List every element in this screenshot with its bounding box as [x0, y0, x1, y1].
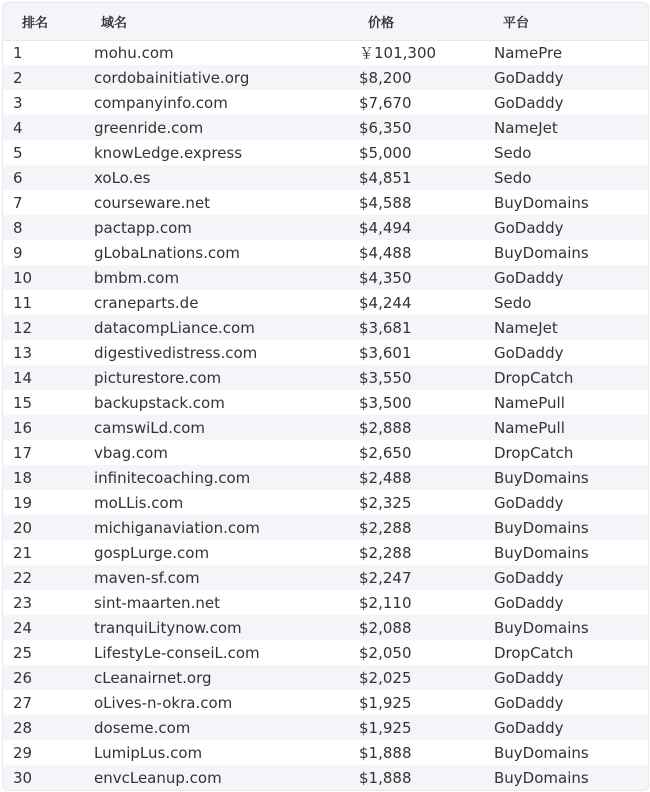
table-row: [3, 315, 648, 340]
cell-price: $4,488: [359, 243, 412, 262]
table-row: [3, 365, 648, 390]
cell-platform: GoDaddy: [494, 593, 564, 612]
cell-platform: NamePre: [494, 43, 563, 62]
cell-platform: BuyDomains: [494, 518, 589, 537]
cell-price: $2,888: [359, 418, 412, 437]
cell-domain: datacompLiance.com: [94, 318, 255, 337]
table-row: [3, 490, 648, 515]
cell-domain: greenride.com: [94, 118, 204, 137]
domain-table: [3, 3, 648, 790]
cell-rank: 5: [13, 143, 23, 162]
header-rank[interactable]: 排名: [3, 3, 91, 40]
cell-domain: oLives-n-okra.com: [94, 693, 233, 712]
table-row: [3, 165, 648, 190]
table-row: [3, 140, 648, 165]
header-domain[interactable]: 域名: [91, 3, 356, 40]
cell-price: $5,000: [359, 143, 412, 162]
cell-domain: sint-maarten.net: [94, 593, 220, 612]
cell-rank: 10: [13, 268, 33, 287]
table-row: [3, 465, 648, 490]
cell-domain: LumipLus.com: [94, 743, 203, 762]
cell-price: $3,681: [359, 318, 412, 337]
cell-price: $4,588: [359, 193, 412, 212]
cell-domain: bmbm.com: [94, 268, 180, 287]
cell-price: $2,325: [359, 493, 412, 512]
cell-rank: 27: [13, 693, 33, 712]
cell-rank: 4: [13, 118, 23, 137]
cell-domain: cordobainitiative.org: [94, 68, 250, 87]
cell-domain: gospLurge.com: [94, 543, 210, 562]
cell-price: $3,601: [359, 343, 412, 362]
cell-platform: BuyDomains: [494, 768, 589, 787]
cell-rank: 3: [13, 93, 23, 112]
cell-price: $2,025: [359, 668, 412, 687]
cell-rank: 11: [13, 293, 33, 312]
cell-rank: 17: [13, 443, 33, 462]
cell-domain: LifestyLe-conseiL.com: [94, 643, 260, 662]
cell-domain: backupstack.com: [94, 393, 225, 412]
cell-platform: GoDaddy: [494, 268, 564, 287]
cell-domain: knowLedge.express: [94, 143, 243, 162]
cell-domain: courseware.net: [94, 193, 211, 212]
cell-domain: mohu.com: [94, 43, 174, 62]
cell-price: $7,670: [359, 93, 412, 112]
cell-domain: pactapp.com: [94, 218, 192, 237]
cell-domain: picturestore.com: [94, 368, 222, 387]
cell-platform: GoDaddy: [494, 668, 564, 687]
cell-platform: DropCatch: [494, 643, 574, 662]
cell-platform: NamePull: [494, 393, 565, 412]
cell-platform: NameJet: [494, 318, 558, 337]
cell-domain: craneparts.de: [94, 293, 199, 312]
cell-domain: companyinfo.com: [94, 93, 228, 112]
table-row: [3, 265, 648, 290]
cell-domain: doseme.com: [94, 718, 191, 737]
table-row: [3, 590, 648, 615]
cell-domain: camswiLd.com: [94, 418, 205, 437]
cell-rank: 22: [13, 568, 33, 587]
table-row: [3, 240, 648, 265]
cell-price: $1,925: [359, 693, 412, 712]
cell-rank: 6: [13, 168, 23, 187]
cell-platform: DropCatch: [494, 368, 574, 387]
cell-rank: 14: [13, 368, 33, 387]
table-row: [3, 65, 648, 90]
cell-platform: GoDaddy: [494, 218, 564, 237]
cell-rank: 9: [13, 243, 23, 262]
cell-platform: BuyDomains: [494, 543, 589, 562]
cell-platform: BuyDomains: [494, 193, 589, 212]
cell-price: $6,350: [359, 118, 412, 137]
cell-platform: BuyDomains: [494, 743, 589, 762]
cell-platform: GoDaddy: [494, 93, 564, 112]
table-row: [3, 665, 648, 690]
cell-domain: maven-sf.com: [94, 568, 200, 587]
cell-price: $2,050: [359, 643, 412, 662]
cell-domain: michiganaviation.com: [94, 518, 260, 537]
cell-rank: 12: [13, 318, 33, 337]
cell-platform: GoDaddy: [494, 68, 564, 87]
cell-domain: envcLeanup.com: [94, 768, 222, 787]
cell-price: $1,888: [359, 768, 412, 787]
cell-domain: vbag.com: [94, 443, 168, 462]
table-row: [3, 40, 648, 65]
cell-price: $2,650: [359, 443, 412, 462]
cell-rank: 1: [13, 43, 23, 62]
table-row: [3, 515, 648, 540]
cell-domain: moLLis.com: [94, 493, 184, 512]
cell-price: $3,500: [359, 393, 412, 412]
table-row: [3, 190, 648, 215]
cell-domain: tranquiLitynow.com: [94, 618, 242, 637]
table-header: [3, 3, 648, 40]
table-row: [3, 440, 648, 465]
cell-rank: 2: [13, 68, 23, 87]
table-row: [3, 715, 648, 740]
cell-platform: Sedo: [494, 293, 532, 312]
cell-rank: 7: [13, 193, 23, 212]
table-row: [3, 740, 648, 765]
cell-rank: 25: [13, 643, 33, 662]
cell-price: $2,247: [359, 568, 412, 587]
header-price[interactable]: 价格: [356, 3, 491, 40]
cell-price: $4,494: [359, 218, 412, 237]
cell-platform: GoDaddy: [494, 568, 564, 587]
cell-price: $2,488: [359, 468, 412, 487]
cell-platform: NameJet: [494, 118, 558, 137]
table-row: [3, 115, 648, 140]
table-row: [3, 615, 648, 640]
table-row: [3, 215, 648, 240]
cell-price: $4,851: [359, 168, 412, 187]
table-row: [3, 415, 648, 440]
cell-rank: 20: [13, 518, 33, 537]
cell-price: $4,350: [359, 268, 412, 287]
cell-rank: 21: [13, 543, 33, 562]
cell-rank: 18: [13, 468, 33, 487]
table-row: [3, 690, 648, 715]
cell-price: $1,888: [359, 743, 412, 762]
cell-platform: GoDaddy: [494, 693, 564, 712]
table-row: [3, 765, 648, 790]
cell-price: $2,110: [359, 593, 412, 612]
cell-platform: GoDaddy: [494, 718, 564, 737]
cell-domain: gLobaLnations.com: [94, 243, 240, 262]
cell-platform: GoDaddy: [494, 343, 564, 362]
table-body: [3, 40, 648, 790]
cell-rank: 28: [13, 718, 33, 737]
cell-rank: 30: [13, 768, 33, 787]
domain-sales-table: [2, 2, 649, 791]
cell-price: $8,200: [359, 68, 412, 87]
cell-price: $4,244: [359, 293, 412, 312]
cell-price: $2,288: [359, 518, 412, 537]
table-row: [3, 290, 648, 315]
table-row: [3, 640, 648, 665]
cell-price: $2,288: [359, 543, 412, 562]
cell-rank: 16: [13, 418, 33, 437]
cell-platform: BuyDomains: [494, 468, 589, 487]
cell-price: $1,925: [359, 718, 412, 737]
cell-domain: infinitecoaching.com: [94, 468, 251, 487]
cell-domain: cLeanairnet.org: [94, 668, 212, 687]
header-platform[interactable]: 平台: [491, 3, 648, 40]
table-row: [3, 390, 648, 415]
table-row: [3, 565, 648, 590]
cell-rank: 29: [13, 743, 33, 762]
table-row: [3, 340, 648, 365]
cell-price: ￥101,300: [359, 44, 437, 63]
cell-rank: 26: [13, 668, 33, 687]
cell-rank: 23: [13, 593, 33, 612]
cell-domain: digestivedistress.com: [94, 343, 258, 362]
cell-domain: xoLo.es: [94, 168, 151, 187]
cell-platform: GoDaddy: [494, 493, 564, 512]
cell-platform: DropCatch: [494, 443, 574, 462]
cell-price: $3,550: [359, 368, 412, 387]
cell-rank: 19: [13, 493, 33, 512]
table-row: [3, 90, 648, 115]
cell-platform: BuyDomains: [494, 243, 589, 262]
cell-platform: Sedo: [494, 168, 532, 187]
cell-rank: 8: [13, 218, 23, 237]
cell-rank: 15: [13, 393, 33, 412]
cell-rank: 24: [13, 618, 33, 637]
table-row: [3, 540, 648, 565]
cell-price: $2,088: [359, 618, 412, 637]
cell-rank: 13: [13, 343, 33, 362]
header-row: [3, 3, 648, 40]
cell-platform: BuyDomains: [494, 618, 589, 637]
cell-platform: Sedo: [494, 143, 532, 162]
cell-platform: NamePull: [494, 418, 565, 437]
